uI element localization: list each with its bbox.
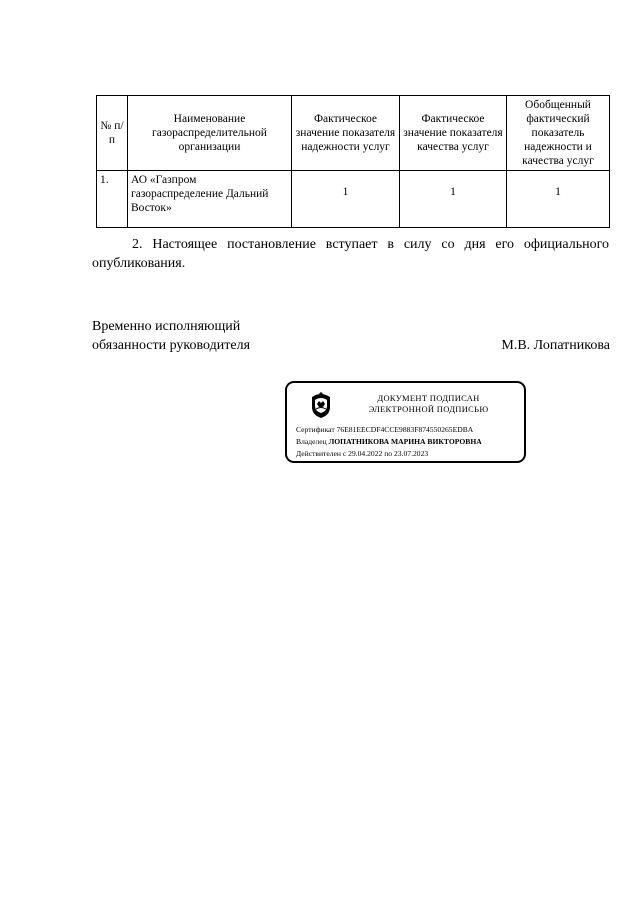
stamp-title-line-1: ДОКУМЕНТ ПОДПИСАН xyxy=(377,393,480,403)
table-header-row xyxy=(97,96,610,171)
cell-number: 1. xyxy=(97,171,128,228)
cell-combined: 1 xyxy=(507,171,610,228)
stamp-title-line-2: ЭЛЕКТРОННОЙ ПОДПИСЬЮ xyxy=(368,404,489,414)
cell-quality: 1 xyxy=(400,171,507,228)
header-number: № п/п xyxy=(97,96,128,171)
valid-label: Действителен с xyxy=(296,449,347,458)
indicators-table xyxy=(96,95,610,228)
signatory-position xyxy=(92,317,250,355)
valid-to: 23.07.2023 xyxy=(394,449,429,458)
cell-organization: АО «Газпром газораспределение Дальний Восток» xyxy=(128,171,292,228)
stamp-owner xyxy=(296,437,482,447)
position-line-1: Временно исполняющий xyxy=(92,319,241,334)
owner-value: ЛОПАТНИКОВА МАРИНА ВИКТОРОВНА xyxy=(328,437,482,446)
header-reliability: Фактическое значение показателя надежности услуг xyxy=(292,96,400,171)
stamp-certificate xyxy=(296,425,473,435)
signatory-name: М.В. Лопатникова xyxy=(501,338,610,353)
valid-to-label: по xyxy=(384,449,393,458)
e-signature-stamp xyxy=(285,381,526,463)
stamp-validity xyxy=(296,449,428,459)
effective-date-paragraph: 2. Настоящее постановление вступает в силу со дня его официального опубликования. xyxy=(92,237,609,271)
cert-value: 76E81EECDF4CCE9883F874550265EDBA xyxy=(336,425,474,434)
header-organization: Наименование газораспределительной организации xyxy=(128,96,292,171)
table-row xyxy=(97,171,610,228)
cell-reliability: 1 xyxy=(292,171,400,228)
coat-of-arms-icon xyxy=(309,391,333,419)
header-combined: Обобщенный фактический показатель надежности и качества услуг xyxy=(507,96,610,171)
position-line-2: обязанности руководителя xyxy=(92,338,251,353)
header-quality: Фактическое значение показателя качества услуг xyxy=(400,96,507,171)
stamp-title xyxy=(337,393,520,415)
cert-label: Сертификат xyxy=(296,425,335,434)
valid-from: 29.04.2022 xyxy=(348,449,383,458)
owner-label: Владелец xyxy=(296,437,327,446)
